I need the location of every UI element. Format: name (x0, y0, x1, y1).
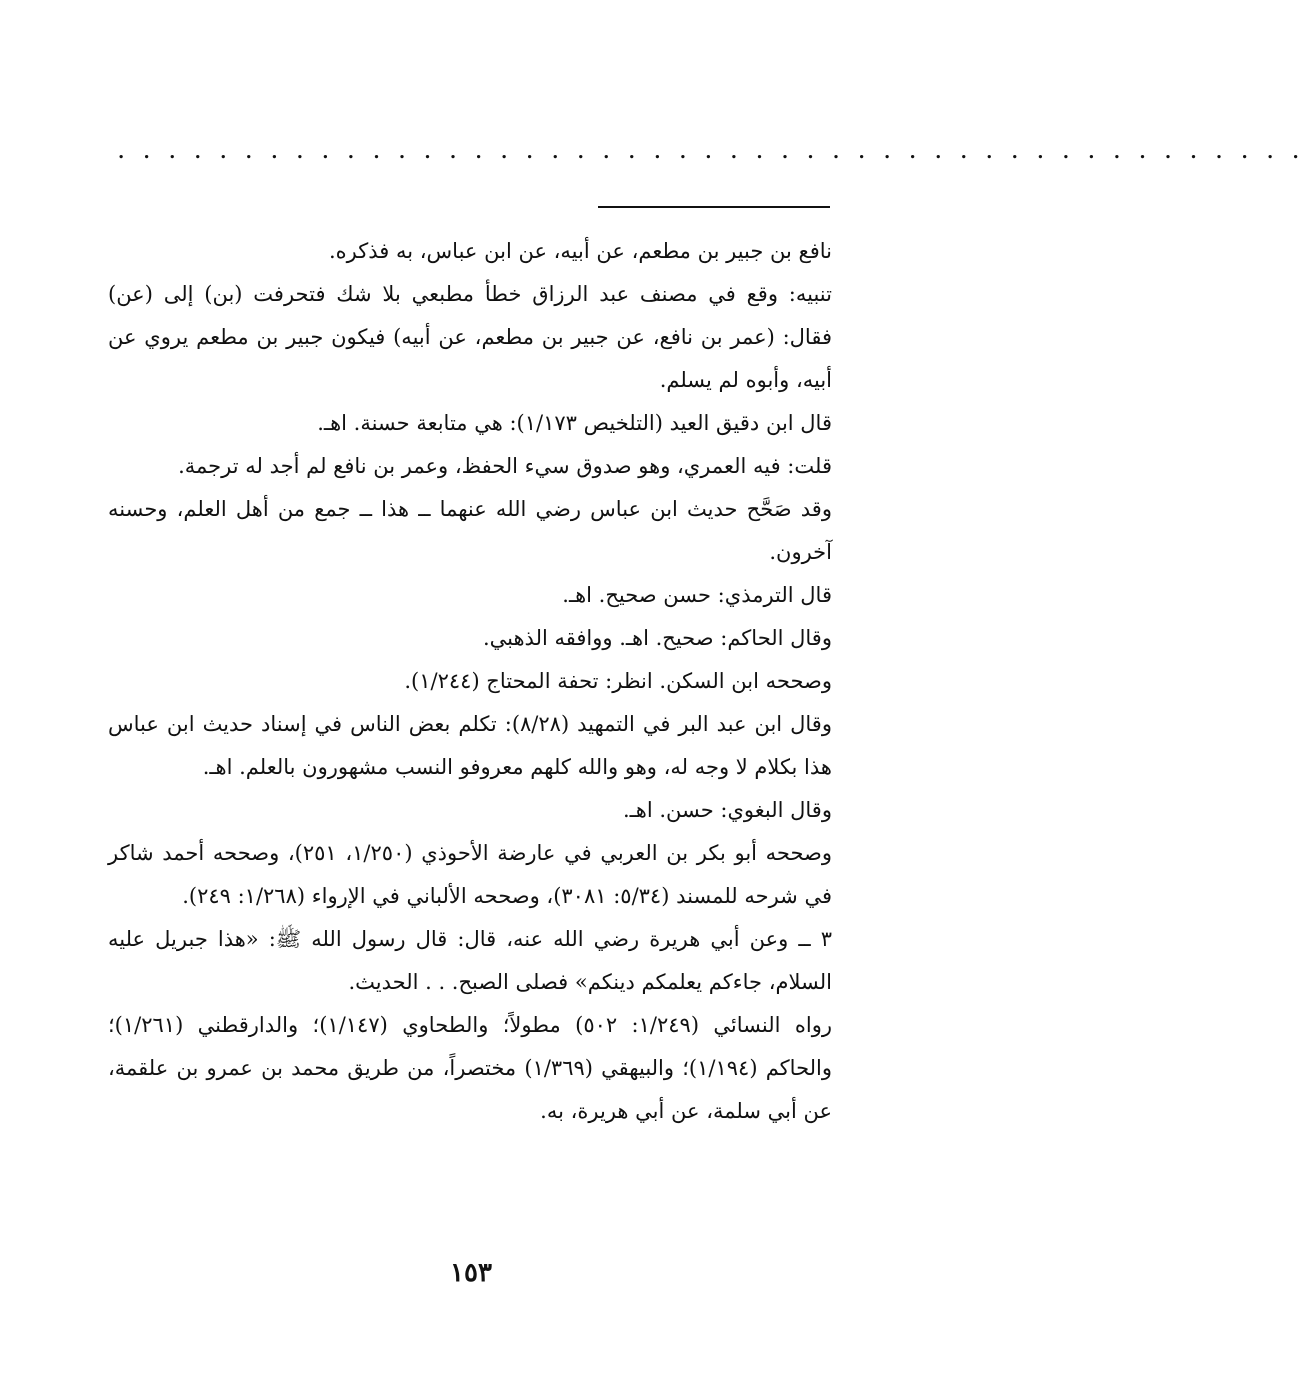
paragraph: رواه النسائي (١/٢٤٩: ٥٠٢) مطولاً؛ والطحاوي (١/١٤٧)؛ والدارقطني (١/٢٦١)؛ والحاكم (١/١٩٤)؛ والبيهقي (١/٣٦٩) مختصراً، من طريق محمد بن عمرو بن علقمة، عن أبي سلمة، عن أبي هريرة، به. (108, 1013, 833, 1123)
body-text (108, 230, 832, 1133)
paragraph: وقد صَحَّح حديث ابن عباس رضي الله عنهما ــ هذا ــ جمع من أهل العلم، وحسنه آخرون. (108, 497, 832, 564)
paragraph: وقال البغوي: حسن. اهـ. (622, 798, 832, 822)
paragraph: وقال الحاكم: صحيح. اهـ. ووافقه الذهبي. (482, 626, 832, 650)
paragraph: قال ابن دقيق العيد (التلخيص ١/١٧٣): هي متابعة حسنة. اهـ. (317, 411, 832, 435)
paragraph: نافع بن جبير بن مطعم، عن أبيه، عن ابن عباس، به فذكره. (328, 239, 832, 263)
paragraph: وصححه ابن السكن. انظر: تحفة المحتاج (١/٢٤٤). (404, 669, 832, 693)
paragraph: قلت: فيه العمري، وهو صدوق سيء الحفظ، وعمر بن نافع لم أجد له ترجمة. (178, 454, 832, 478)
paragraph: وصححه أبو بكر بن العربي في عارضة الأحوذي (١/٢٥٠، ٢٥١)، وصححه أحمد شاكر في شرحه للمسند (٥/٣٤: ٣٠٨١)، وصححه الألباني في الإرواء (١/٢٦٨: ٢٤٩). (108, 841, 833, 908)
paragraph: ٣ ــ وعن أبي هريرة رضي الله عنه، قال: قال رسول الله ﷺ: «هذا جبريل عليه السلام، جاءكم يعلمكم دينكم» فصلى الصبح. . . الحديث. (108, 927, 832, 994)
footnote-rule (598, 206, 830, 208)
paragraph: قال الترمذي: حسن صحيح. اهـ. (562, 583, 832, 607)
footnote-separator-dots: . . . . . . . . . . . . . . . . . . . . . . . . . . . . . . . . . . . . . . . . . . . . . . . (118, 142, 1305, 163)
paragraph: وقال ابن عبد البر في التمهيد (٨/٢٨): تكلم بعض الناس في إسناد حديث ابن عباس هذا بكلام لا وجه له، وهو والله كلهم معروفو النسب مشهورون بالعلم. اهـ. (108, 712, 832, 779)
paragraph: تنبيه: وقع في مصنف عبد الرزاق خطأ مطبعي بلا شك فتحرفت (بن) إلى (عن) فقال: (عمر بن نافع، عن جبير بن مطعم، عن أبيه) فيكون جبير بن مطعم يروي عن أبيه، وأبوه لم يسلم. (108, 282, 832, 392)
page-number: ١٥٣ (450, 1258, 492, 1288)
